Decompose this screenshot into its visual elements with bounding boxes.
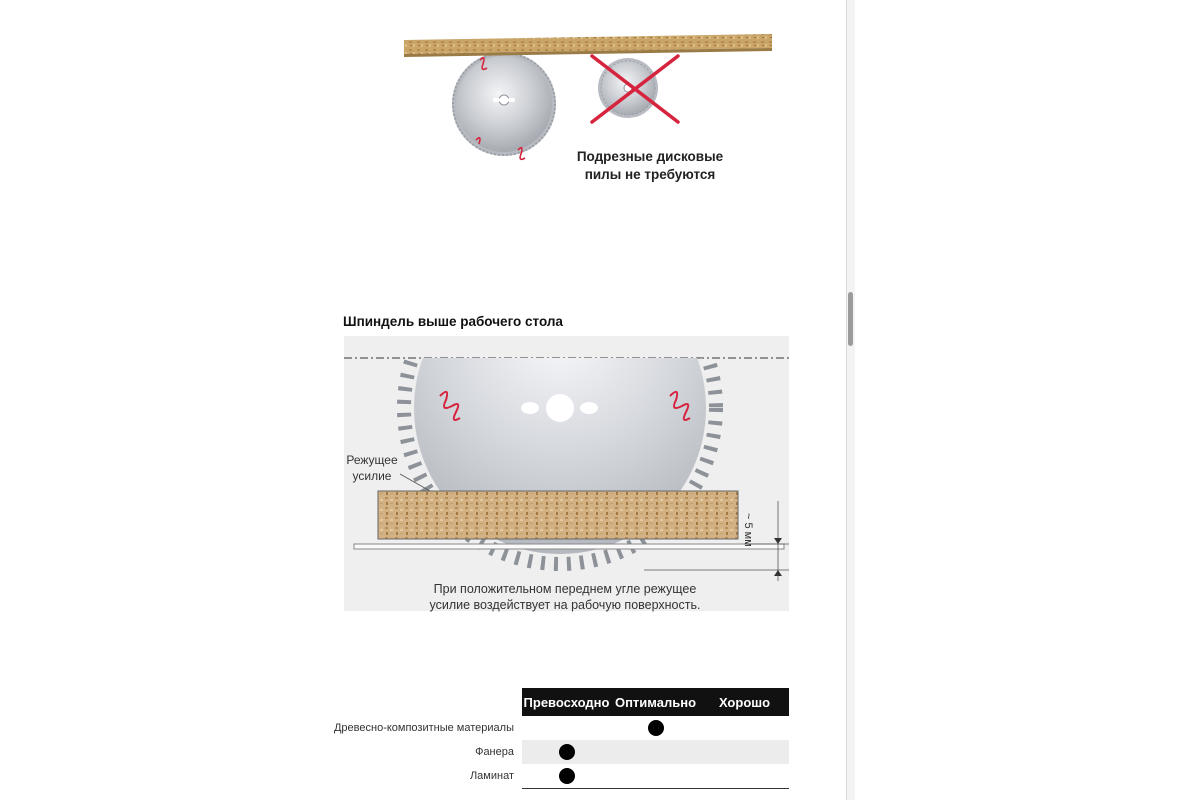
caption-line: При положительном переднем угле режущее [433,582,697,596]
table-bottom-rule [522,788,789,789]
column-header-optimal: Оптимально [614,695,697,710]
label-line: усилие [352,469,392,483]
table-row [333,716,789,740]
cutting-force-label [346,452,398,484]
empty-area [855,0,1200,800]
rating-dot [559,768,575,784]
table-row [344,764,789,788]
section-heading: Шпиндель выше рабочего стола [343,314,563,329]
diagram-caption [420,581,710,613]
scoring-saw-caption [560,148,740,184]
spindle-diagram-graphic [344,336,789,611]
row-label: Древесно-композитные материалы [333,722,514,734]
dimension-label: ~ 5 мм [742,513,754,547]
label-line: Режущее [346,453,398,467]
rating-dot [559,744,575,760]
row-label: Ламинат [469,770,514,782]
row-label: Фанера [475,746,514,758]
scrollbar-thumb[interactable] [848,292,853,346]
wood-panel [404,34,772,57]
caption-line: Подрезные дисковые [576,149,724,164]
wood-board [378,491,738,539]
caption-line: усилие воздействует на рабочую поверхность. [429,598,701,612]
main-saw-blade [452,52,556,159]
column-header-excellent: Превосходно [523,695,610,710]
column-header-good: Хорошо [718,695,771,710]
caption-line: пилы не требуются [584,167,716,182]
rating-dot [648,720,664,736]
spindle-diagram [344,336,789,611]
table-header [522,688,789,716]
table-row [344,740,789,764]
